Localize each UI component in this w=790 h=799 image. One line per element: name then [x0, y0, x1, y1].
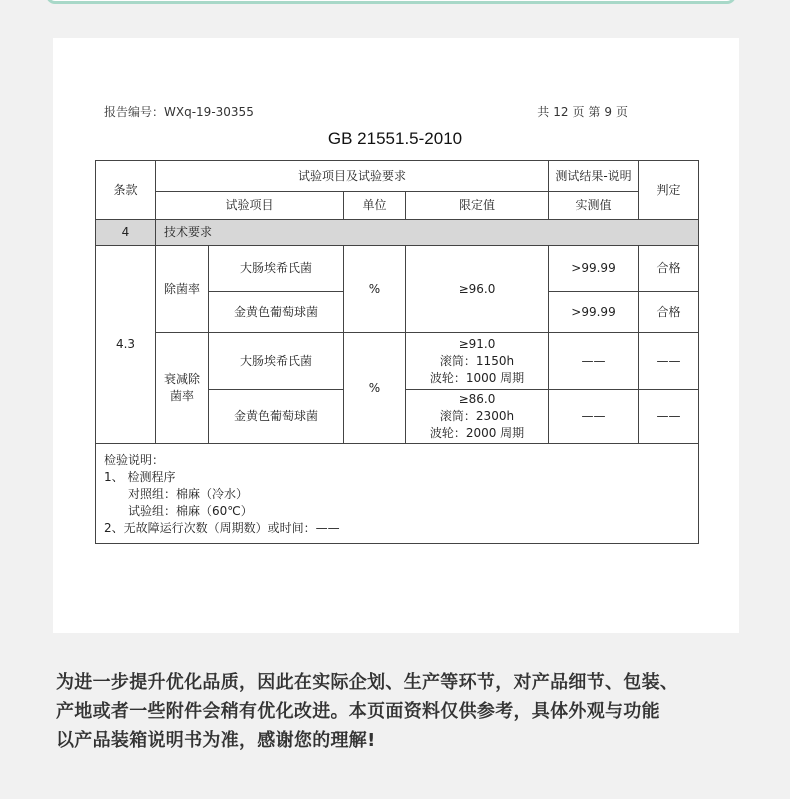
test-result-table — [95, 160, 699, 544]
header-test-item: 试验项目 — [156, 192, 344, 220]
measured-value: —— — [549, 390, 639, 444]
notes-line: 试验组：棉麻（60℃） — [128, 504, 253, 518]
group-name-line: 衰减除 — [163, 372, 200, 386]
standard-title: GB 21551.5-2010 — [327, 129, 463, 148]
page-prefix: 第 — [588, 105, 601, 119]
page-indicator — [537, 103, 628, 120]
header-unit: 单位 — [344, 192, 406, 220]
test-item: 金黄色葡萄球菌 — [209, 292, 344, 333]
limit-line: ≥91.0 — [458, 336, 496, 351]
total-prefix: 共 — [537, 105, 550, 119]
measured-value: —— — [549, 333, 639, 390]
pages-unit: 页 — [572, 105, 585, 119]
table-row — [96, 246, 699, 292]
header-judgement: 判定 — [639, 161, 699, 220]
section-number: 4 — [96, 220, 156, 246]
disclaimer-text — [56, 668, 746, 755]
judgement: 合格 — [639, 246, 699, 292]
report-number-value: WXq-19-30355 — [164, 105, 254, 119]
test-item: 金黄色葡萄球菌 — [209, 390, 344, 444]
limit-value — [406, 390, 549, 444]
group-name — [156, 333, 209, 444]
judgement: —— — [639, 390, 699, 444]
header-clause: 条款 — [96, 161, 156, 220]
measured-value: >99.99 — [549, 246, 639, 292]
notes-title: 检验说明： — [104, 453, 165, 467]
limit-value — [406, 333, 549, 390]
total-pages: 12 — [553, 105, 569, 119]
page-number: 9 — [604, 105, 612, 119]
table-row — [96, 333, 699, 390]
clause-number: 4.3 — [96, 246, 156, 444]
unit: % — [344, 333, 406, 444]
group-name-line: 菌率 — [169, 389, 194, 403]
page-unit: 页 — [615, 105, 628, 119]
disclaimer-line: 以产品装箱说明书为准，感谢您的理解! — [56, 730, 376, 751]
inspection-notes — [96, 444, 699, 544]
test-item: 大肠埃希氏菌 — [209, 246, 344, 292]
limit-line: 波轮：1000 周期 — [429, 370, 525, 385]
header-measured: 实测值 — [549, 192, 639, 220]
limit-value: ≥96.0 — [406, 246, 549, 333]
group-name: 除菌率 — [156, 246, 209, 333]
top-banner-edge — [46, 0, 736, 4]
report-number — [104, 103, 254, 120]
header-items-requirements: 试验项目及试验要求 — [156, 161, 549, 192]
header-limit: 限定值 — [406, 192, 549, 220]
notes-line: 2、无故障运行次数（周期数）或时间：—— — [104, 521, 340, 535]
unit: % — [344, 246, 406, 333]
limit-line: 波轮：2000 周期 — [429, 426, 525, 440]
notes-line: 对照组：棉麻（冷水） — [128, 487, 249, 501]
section-title: 技术要求 — [156, 220, 699, 246]
limit-line: ≥86.0 — [458, 392, 496, 406]
notes-row — [96, 444, 699, 544]
report-number-label: 报告编号： — [104, 105, 165, 119]
judgement: 合格 — [639, 292, 699, 333]
measured-value: >99.99 — [549, 292, 639, 333]
disclaimer-line: 为进一步提升优化品质，因此在实际企划、生产等环节，对产品细节、包装、 — [56, 672, 679, 693]
disclaimer-line: 产地或者一些附件会稍有优化改进。本页面资料仅供参考，具体外观与功能 — [56, 701, 660, 722]
test-item: 大肠埃希氏菌 — [209, 333, 344, 390]
limit-line: 滚筒：1150h — [439, 353, 515, 368]
limit-line: 滚筒：2300h — [439, 409, 515, 423]
header-result: 测试结果-说明 — [549, 161, 639, 192]
judgement: —— — [639, 333, 699, 390]
section-row — [96, 220, 699, 246]
notes-line: 1、 检测程序 — [104, 470, 176, 484]
